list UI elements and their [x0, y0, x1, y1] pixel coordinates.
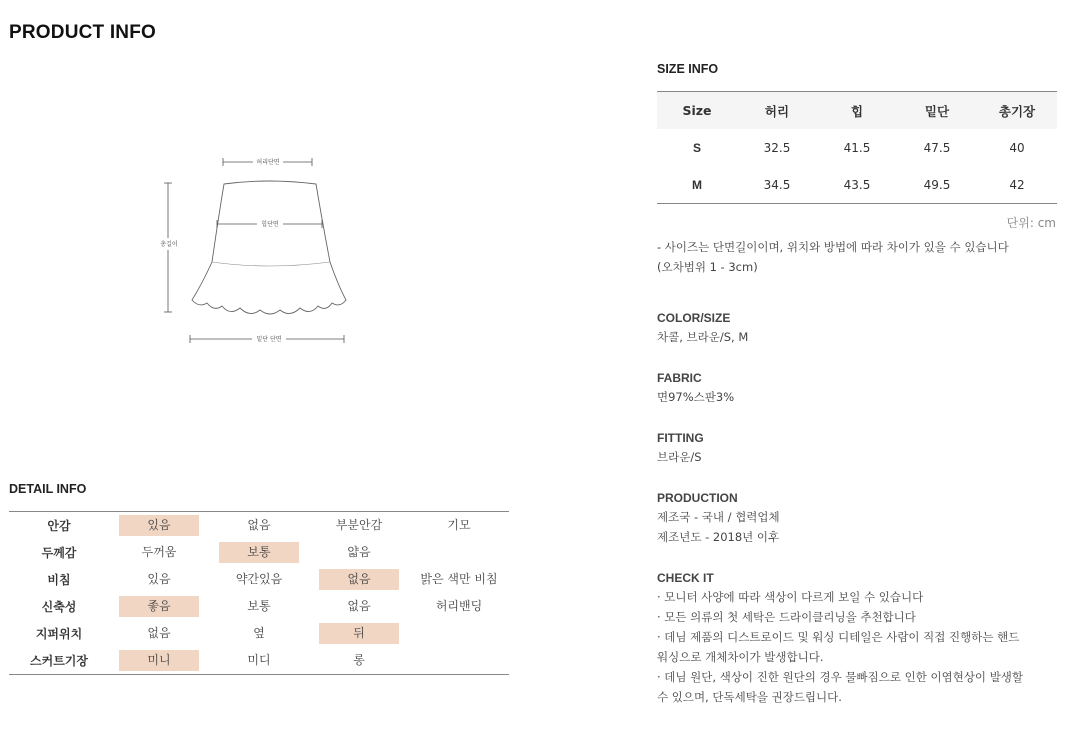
production-title: PRODUCTION	[657, 491, 738, 505]
size-cell: 49.5	[923, 177, 951, 192]
detail-option-selected: 좋음	[119, 596, 199, 617]
check-it-line: · 데님 제품의 디스트로이드 및 워싱 디테일은 사람이 직접 진행하는 핸드	[657, 630, 1020, 644]
detail-option-cell	[409, 569, 509, 590]
detail-option-selected: 있음	[119, 515, 199, 536]
detail-option: 보통	[247, 599, 271, 613]
detail-option: 밝은 색만 비침	[420, 572, 498, 586]
fitting-value: 브라운/S	[657, 450, 702, 464]
check-it-line: · 모든 의류의 첫 세탁은 드라이클리닝을 추천합니다	[657, 610, 916, 624]
detail-option: 두꺼움	[141, 545, 177, 559]
detail-option-cell	[409, 542, 509, 563]
size-header-cell: 허리	[764, 103, 790, 119]
detail-option: 기모	[447, 518, 471, 532]
detail-option: 옆	[253, 626, 265, 640]
detail-row-label: 스커트기장	[30, 654, 88, 668]
detail-option-cell	[409, 650, 509, 671]
color-size-title: COLOR/SIZE	[657, 311, 731, 325]
hem-measure-label: 밑단 단면	[256, 336, 282, 343]
detail-row-label: 신축성	[41, 600, 77, 614]
production-line: 제조년도 - 2018년 이후	[657, 530, 780, 544]
fitting-title: FITTING	[657, 431, 704, 445]
skirt-diagram	[150, 150, 370, 350]
detail-option-cell	[209, 515, 309, 536]
size-header-cell: 밑단	[924, 103, 950, 119]
size-note	[657, 237, 1009, 277]
size-cell: 32.5	[763, 140, 791, 155]
detail-option-cell	[209, 623, 309, 644]
length-measure-label: 총길이	[160, 241, 178, 248]
detail-row	[9, 647, 509, 674]
size-header-cell: 총기장	[998, 103, 1036, 119]
fabric-title: FABRIC	[657, 371, 702, 385]
detail-option-cell	[109, 542, 209, 563]
detail-option: 약간있음	[235, 572, 283, 586]
detail-row-label: 지퍼위치	[35, 627, 83, 641]
detail-row	[9, 620, 509, 647]
detail-row	[9, 566, 509, 593]
detail-option-cell	[109, 515, 209, 536]
detail-info-title: DETAIL INFO	[9, 482, 87, 496]
size-info-title: SIZE INFO	[657, 62, 719, 76]
detail-option-cell	[309, 623, 409, 644]
detail-option-cell	[309, 650, 409, 671]
check-it-line: 워싱으로 개체차이가 발생합니다.	[657, 650, 824, 664]
size-cell: M	[692, 177, 702, 192]
detail-option: 롱	[353, 653, 365, 667]
detail-row	[9, 593, 509, 620]
detail-option-cell	[309, 569, 409, 590]
detail-option: 없음	[247, 518, 271, 532]
detail-option: 부분안감	[335, 518, 383, 532]
fabric-value: 면97%스판3%	[657, 390, 735, 404]
production-line: 제조국 - 국내 / 협력업체	[657, 510, 780, 524]
detail-option-selected: 없음	[319, 569, 399, 590]
skirt-illustration	[150, 150, 370, 350]
size-info-table	[657, 91, 1057, 204]
color-size-value: 차콜, 브라운/S, M	[657, 330, 749, 344]
check-it-list	[657, 587, 1067, 707]
detail-option: 얇음	[347, 545, 371, 559]
detail-option	[419, 623, 499, 644]
size-header-cell: 힙	[850, 103, 864, 119]
detail-option: 없음	[347, 599, 371, 613]
detail-option-cell	[109, 569, 209, 590]
size-cell: 42	[1009, 177, 1025, 192]
detail-option-cell	[109, 596, 209, 617]
detail-option-cell	[109, 650, 209, 671]
check-it-line: · 데님 원단, 색상이 진한 원단의 경우 물빠짐으로 인한 이염현상이 발생할	[657, 670, 1024, 684]
detail-option: 미디	[247, 653, 271, 667]
size-header-cell: Size	[682, 103, 712, 118]
detail-option-cell	[209, 596, 309, 617]
detail-option-cell	[409, 596, 509, 617]
detail-option-selected: 뒤	[319, 623, 399, 644]
size-table-header	[657, 92, 1057, 129]
detail-option-cell	[309, 596, 409, 617]
detail-option-cell	[309, 515, 409, 536]
detail-row-label: 두께감	[41, 546, 77, 560]
detail-option-cell	[109, 623, 209, 644]
page-title: PRODUCT INFO	[9, 22, 157, 43]
waist-measure-label: 허리단면	[256, 159, 280, 166]
detail-row-label: 안감	[47, 519, 71, 533]
detail-option-cell	[209, 650, 309, 671]
detail-row	[9, 512, 509, 539]
detail-option-cell	[409, 515, 509, 536]
check-it-line: 수 있으며, 단독세탁을 권장드립니다.	[657, 690, 842, 704]
size-cell: 41.5	[843, 140, 871, 155]
size-cell: 47.5	[923, 140, 951, 155]
detail-option-cell	[409, 623, 509, 644]
detail-option: 없음	[147, 626, 171, 640]
size-note-line: (오차범위 1 - 3cm)	[657, 260, 758, 274]
hip-measure-label: 힙단면	[261, 221, 279, 228]
size-table-row	[657, 166, 1057, 203]
check-it-line: · 모니터 사양에 따라 색상이 다르게 보일 수 있습니다	[657, 590, 924, 604]
size-cell: 34.5	[763, 177, 791, 192]
detail-info-table	[9, 511, 509, 675]
production-info	[657, 507, 780, 547]
detail-option: 있음	[147, 572, 171, 586]
detail-option-selected: 미니	[119, 650, 199, 671]
detail-option	[419, 650, 499, 671]
detail-row-label: 비침	[47, 573, 71, 587]
size-cell: 43.5	[843, 177, 871, 192]
detail-row	[9, 539, 509, 566]
detail-option-cell	[209, 542, 309, 563]
detail-option-selected: 보통	[219, 542, 299, 563]
size-table-row	[657, 129, 1057, 166]
detail-option-cell	[309, 542, 409, 563]
detail-option-cell	[209, 569, 309, 590]
check-it-title: CHECK IT	[657, 571, 714, 585]
detail-option	[419, 542, 499, 563]
size-note-line: - 사이즈는 단면길이이며, 위치와 방법에 따라 차이가 있을 수 있습니다	[657, 240, 1009, 254]
size-cell: S	[692, 140, 701, 155]
size-cell: 40	[1009, 140, 1025, 155]
detail-option: 허리밴딩	[435, 599, 483, 613]
size-unit-label: 단위: cm	[1006, 216, 1056, 230]
